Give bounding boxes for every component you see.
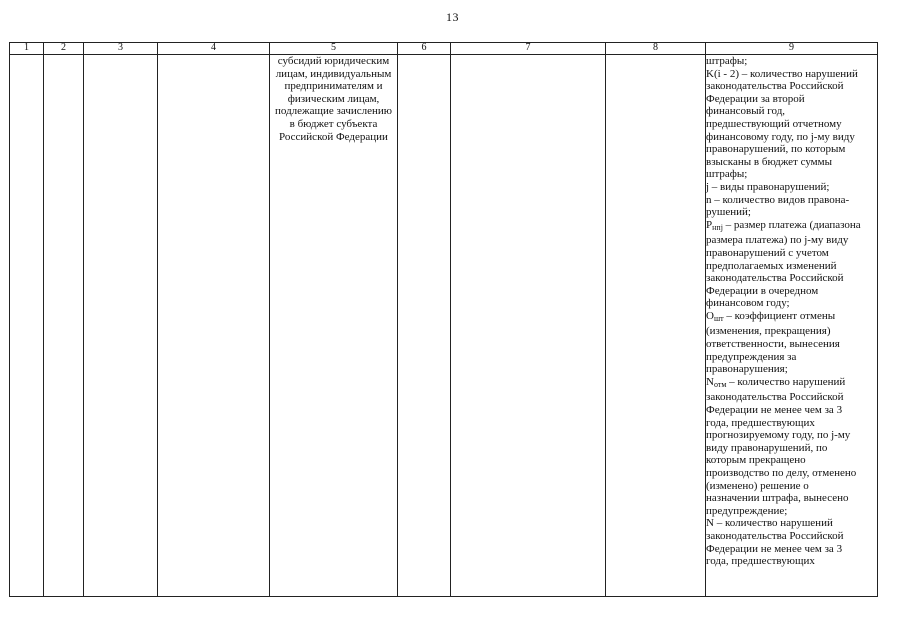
col5-line: подлежащие зачислению <box>275 105 392 118</box>
col9-line: законодательства Российской <box>706 272 844 285</box>
col9-line: прогнозируемому году, по j-му <box>706 429 851 442</box>
column-header-2: 2 <box>44 43 84 55</box>
col5-line: Российской Федерации <box>279 130 388 143</box>
header-row <box>10 43 878 55</box>
col9-line: предупреждения за <box>706 350 797 363</box>
column-header-1: 1 <box>10 43 44 55</box>
table-row <box>10 55 878 597</box>
col9-line: j – виды правонарушений; <box>706 180 830 193</box>
col9-line: (изменено) решение о <box>706 479 809 492</box>
column-header-8: 8 <box>606 43 706 55</box>
col9-line: K(i - 2) – количество нарушений <box>706 67 858 80</box>
symbol-p: P <box>706 218 713 231</box>
col9-line: штрафы; <box>706 55 748 67</box>
col9-line: производство по делу, отменено <box>706 467 857 479</box>
column-header-7: 7 <box>451 43 606 55</box>
column-header-5: 5 <box>270 43 398 55</box>
col9-line: $N_{отм}$ – количество нарушений <box>706 375 846 389</box>
document-table <box>9 42 878 597</box>
col9-line: предупреждение; <box>706 504 788 517</box>
cell-col-6 <box>398 55 451 597</box>
cell-col-8 <box>606 55 706 597</box>
col5-line: субсидий юридическим <box>277 55 390 67</box>
col9-line: законодательства Российской <box>706 391 844 404</box>
col9-line: предполагаемых изменений <box>706 259 837 272</box>
col5-line: лицам, индивидуальным <box>275 67 392 80</box>
symbol-o: O <box>706 309 714 322</box>
col9-line: N – количество нарушений <box>706 517 833 530</box>
column-header-3: 3 <box>84 43 158 55</box>
col9-line: виду правонарушений, по <box>706 441 828 454</box>
col9-line: финансовому году, по j-му виду <box>706 130 855 143</box>
col9-line: года, предшествующих <box>706 555 815 568</box>
col5-line: в бюджет субъекта <box>289 117 378 130</box>
page-number: 13 <box>446 10 459 24</box>
col9-line: (изменения, прекращения) <box>706 325 831 338</box>
cell-col-3 <box>84 55 158 597</box>
cell-col-2 <box>44 55 84 597</box>
col9-line: финансовом году; <box>706 297 790 310</box>
col5-line: предпринимателям и <box>284 80 383 93</box>
col9-line: взысканы в бюджет суммы <box>706 155 832 168</box>
col9-line: $O_{шт}$ – коэффициент отмены <box>706 309 836 323</box>
col9-line: которым прекращено <box>706 454 806 467</box>
col9-line: Федерации в очередном <box>706 284 819 297</box>
col9-line: Федерации не менее чем за 3 <box>706 542 843 555</box>
cell-col-9 <box>706 55 878 597</box>
col9-line: размера платежа) по j-му виду <box>706 234 849 247</box>
symbol-n: N <box>706 375 714 388</box>
col9-line: правонарушений, по которым <box>706 143 846 156</box>
col9-line: Федерации не менее чем за 3 <box>706 404 843 417</box>
col9-line: года, предшествующих <box>706 416 815 429</box>
cell-col-5 <box>270 55 398 597</box>
col9-line: ответственности, вынесения <box>706 338 840 351</box>
col9-line: назначении штрафа, вынесено <box>706 492 849 505</box>
symbol-o-subscript: шт <box>713 313 724 323</box>
column-header-6: 6 <box>398 43 451 55</box>
col9-line: n – количество видов правона- <box>706 193 850 206</box>
cell-col-1 <box>10 55 44 597</box>
col9-line: финансовый год, <box>706 105 786 118</box>
col9-line: штрафы; <box>706 168 748 181</box>
col5-line: физическим лицам, <box>287 92 380 105</box>
col9-line: $P_{нпj}$ – размер платежа (диапазона <box>706 218 861 232</box>
symbol-n-subscript: отм <box>713 379 727 389</box>
col9-line: законодательства Российской <box>706 80 844 93</box>
col9-line: правонарушений с учетом <box>706 246 829 259</box>
cell-col-4 <box>158 55 270 597</box>
column-header-4: 4 <box>158 43 270 55</box>
symbol-p-subscript: нпj <box>712 222 723 232</box>
col9-line: законодательства Российской <box>706 529 844 542</box>
cell-col-7 <box>451 55 606 597</box>
col9-line: рушений; <box>706 206 751 219</box>
col9-line: предшествующий отчетному <box>706 117 842 130</box>
col9-line: правонарушения; <box>706 363 788 376</box>
column-header-9: 9 <box>706 43 878 55</box>
col9-line: Федерации за второй <box>706 92 805 105</box>
